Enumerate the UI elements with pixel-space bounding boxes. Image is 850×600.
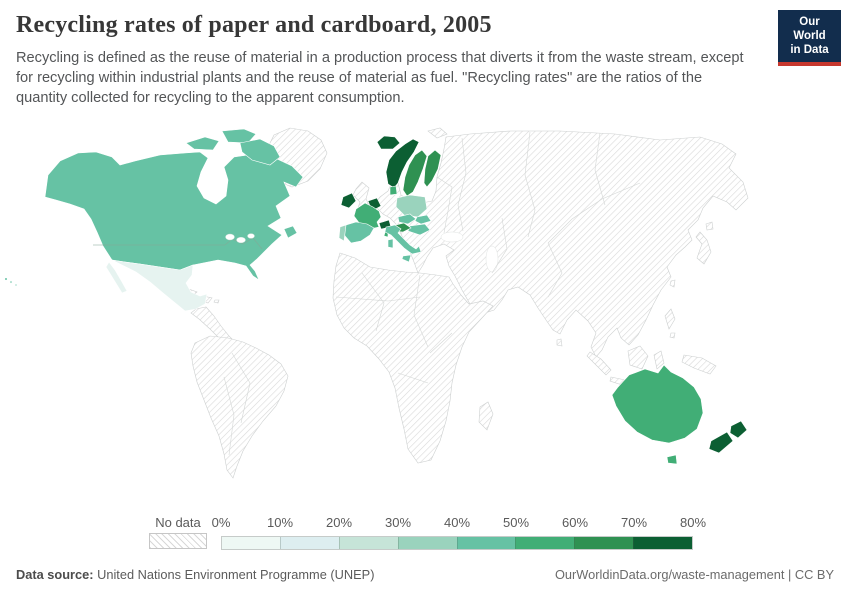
chart-title: Recycling rates of paper and cardboard, 2005	[16, 12, 492, 38]
legend-bin[interactable]	[222, 537, 280, 549]
country-philippines-south[interactable]	[670, 333, 675, 338]
legend-tick-labels	[211, 514, 707, 533]
legend-bin[interactable]	[339, 537, 398, 549]
country-denmark[interactable]	[390, 186, 397, 195]
legend-bin[interactable]	[457, 537, 516, 549]
legend-tick-label: 30%	[384, 515, 412, 530]
legend-tick-label: 0%	[211, 515, 231, 530]
no-data-swatch[interactable]	[149, 533, 207, 549]
island-hawaii[interactable]	[15, 284, 17, 286]
chart-subtitle: Recycling is defined as the reuse of material in a production process that diverts it from the waste stream, except for recycling within industrial plants and the reuse of material as fuel. "Recycling rates" are the ratios of the quantity collected for recycling to the apparent consumption.	[16, 50, 744, 106]
island-hawaii[interactable]	[5, 278, 8, 281]
legend-tick-label: 20%	[325, 515, 353, 530]
legend-scale	[211, 514, 707, 550]
caspian-sea	[486, 246, 498, 272]
legend-no-data	[149, 514, 207, 549]
owid-logo	[778, 10, 841, 66]
legend-bin[interactable]	[574, 537, 633, 549]
owid-logo-line2: in Data	[790, 43, 829, 56]
legend-bin[interactable]	[398, 537, 457, 549]
island-hawaii[interactable]	[10, 281, 12, 283]
data-source	[16, 567, 374, 582]
legend-tick-label: 60%	[561, 515, 589, 530]
legend-tick-label: 40%	[443, 515, 471, 530]
data-source-label: Data source:	[16, 567, 94, 582]
country-sri-lanka[interactable]	[557, 339, 562, 346]
legend-bin[interactable]	[633, 537, 692, 549]
black-sea	[441, 232, 463, 242]
legend-tick-label: 50%	[502, 515, 530, 530]
legend-tick-label: 70%	[620, 515, 648, 530]
island-sardinia[interactable]	[388, 239, 393, 248]
chart-header	[16, 12, 834, 108]
world-map	[0, 125, 850, 510]
chart-footer	[16, 567, 834, 582]
legend-bin[interactable]	[515, 537, 574, 549]
legend-bin[interactable]	[280, 537, 339, 549]
legend-tick-label: 10%	[266, 515, 294, 530]
attribution[interactable]: OurWorldinData.org/waste-management | CC BY	[554, 567, 834, 582]
owid-logo-line1: Our World	[793, 16, 826, 42]
data-source-value: United Nations Environment Programme (UNEP)	[97, 567, 375, 582]
legend-color-bar	[221, 536, 693, 550]
world-map-svg	[0, 125, 850, 510]
no-data-label: No data	[155, 515, 201, 530]
legend-tick-label: 80%	[679, 515, 707, 530]
